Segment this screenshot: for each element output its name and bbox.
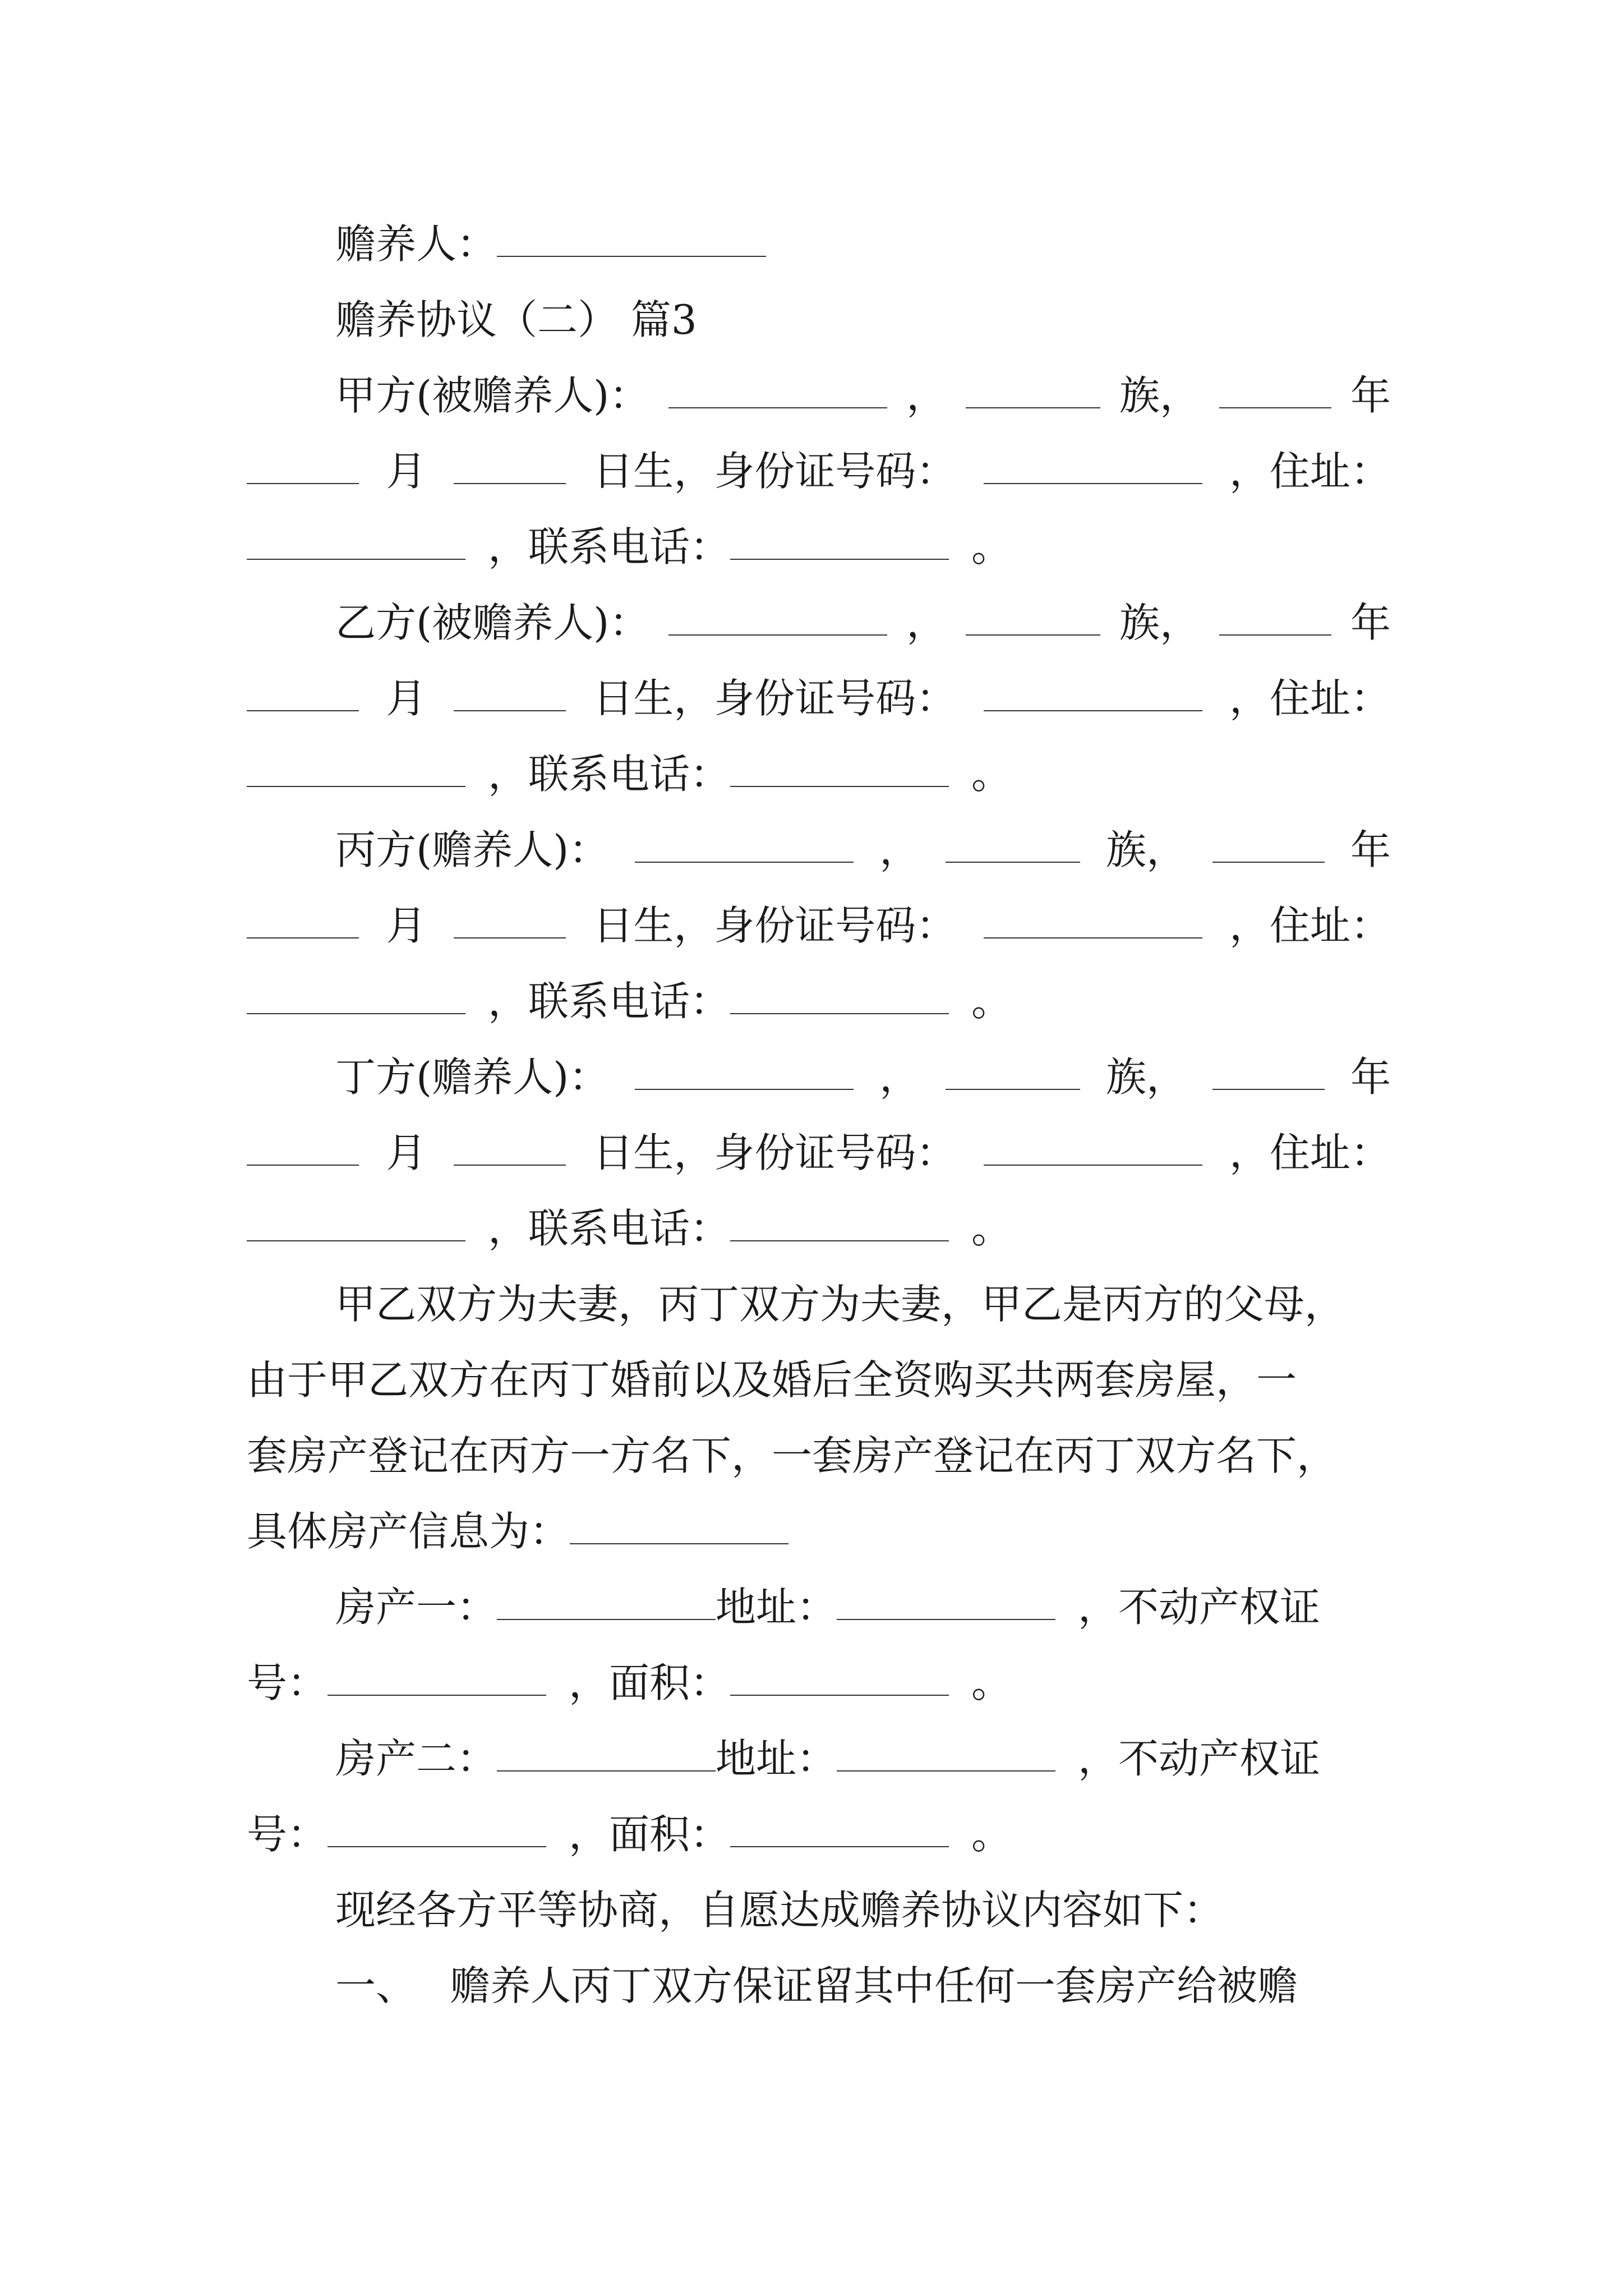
property-info-blank [570, 1543, 789, 1544]
party-c-line-2 [247, 892, 1391, 959]
year-label: 年 [1350, 372, 1391, 419]
party-b-label: 乙方(被赡养人)： [335, 599, 650, 646]
phone-label: ，联系电话： [488, 1205, 731, 1252]
address-label: ，住址： [1229, 448, 1391, 495]
nation-label: 族， [1119, 372, 1201, 419]
day-blank [454, 1165, 566, 1166]
house-cert-label-2: 号： [247, 1811, 328, 1858]
year-blank [1212, 1089, 1325, 1090]
house-area-blank [730, 1695, 949, 1696]
period: 。 [971, 523, 1012, 570]
party-a-line-2 [247, 438, 1391, 505]
paragraph-text: 套房产登记在丙方一方名下，一套房产登记在丙丁双方名下， [247, 1432, 1338, 1479]
house-1-label: 房产一： [335, 1584, 497, 1631]
month-label: 月 [386, 1129, 427, 1176]
paragraph-1-line-1 [247, 1271, 1391, 1338]
year-blank [1219, 407, 1331, 408]
party-b-line-3 [247, 740, 1391, 808]
signature-blank [497, 256, 766, 257]
id-blank [984, 1165, 1202, 1166]
phone-label: ，联系电话： [488, 978, 731, 1025]
month-blank [247, 483, 359, 484]
nation-label: 族， [1106, 1053, 1187, 1101]
year-label: 年 [1350, 1053, 1391, 1101]
house-1-line-2 [247, 1649, 1391, 1717]
party-c-label: 丙方(赡养人)： [335, 826, 610, 873]
name-blank [668, 634, 887, 636]
house-cert-blank [328, 1695, 546, 1696]
item-1 [247, 1952, 1391, 2019]
comma: ， [906, 372, 947, 419]
house-cert-label-2: 号： [247, 1659, 328, 1706]
phone-blank [730, 1013, 949, 1014]
party-d-line-2 [247, 1119, 1391, 1186]
signature-label: 赡养人： [335, 220, 497, 268]
paragraph-text: 由于甲乙双方在丙丁婚前以及婚后全资购买共两套房屋，一 [247, 1356, 1297, 1404]
party-c-line-3 [247, 968, 1391, 1035]
id-blank [984, 710, 1202, 711]
house-1-blank [497, 1619, 716, 1620]
party-d-label: 丁方(赡养人)： [335, 1053, 610, 1101]
section-title [247, 286, 1391, 353]
period: 。 [971, 1811, 1012, 1858]
house-1-line-1 [247, 1573, 1391, 1641]
house-address-blank [837, 1619, 1055, 1620]
id-label: 日生，身份证号码： [593, 1129, 957, 1176]
paragraph-1-line-4 [247, 1498, 1391, 1565]
party-a-label: 甲方(被赡养人)： [335, 372, 650, 419]
day-blank [454, 937, 566, 938]
nation-blank [946, 1089, 1080, 1090]
id-label: 日生，身份证号码： [593, 902, 957, 949]
party-d-line-1 [247, 1043, 1391, 1111]
signature-line [247, 210, 1391, 278]
paragraph-1-line-2 [247, 1346, 1391, 1414]
paragraph-2 [247, 1876, 1391, 1944]
party-b-line-1 [247, 589, 1391, 656]
party-d-line-3 [247, 1195, 1391, 1262]
period: 。 [971, 751, 1012, 798]
phone-label: ，联系电话： [488, 523, 731, 570]
period: 。 [971, 1659, 1012, 1706]
nation-label: 族， [1106, 826, 1187, 873]
house-2-blank [497, 1770, 716, 1772]
paragraph-text: 具体房产信息为： [247, 1508, 570, 1555]
month-blank [247, 1165, 359, 1166]
comma: ， [906, 599, 947, 646]
comma: ， [879, 1053, 920, 1101]
day-blank [454, 483, 566, 484]
id-label: 日生，身份证号码： [593, 448, 957, 495]
year-label: 年 [1350, 826, 1391, 873]
id-blank [984, 937, 1202, 938]
month-blank [247, 937, 359, 938]
year-blank [1212, 862, 1325, 863]
month-label: 月 [386, 675, 427, 722]
paragraph-text: 甲乙双方为夫妻，丙丁双方为夫妻，甲乙是丙方的父母， [335, 1281, 1345, 1328]
party-b-line-2 [247, 665, 1391, 732]
address-label: ，住址： [1229, 675, 1391, 722]
house-2-label: 房产二： [335, 1735, 497, 1782]
day-blank [454, 710, 566, 711]
section-title-text: 赡养协议（二） 篇3 [335, 296, 697, 343]
id-label: 日生，身份证号码： [593, 675, 957, 722]
paragraph-text: 现经各方平等协商，自愿达成赡养协议内容如下： [335, 1887, 1224, 1934]
nation-blank [946, 862, 1080, 863]
month-label: 月 [386, 448, 427, 495]
party-c-line-1 [247, 816, 1391, 884]
period: 。 [971, 978, 1012, 1025]
house-cert-label: ，不动产权证 [1078, 1735, 1321, 1782]
address-blank [247, 559, 465, 560]
nation-label: 族， [1119, 599, 1201, 646]
house-2-line-1 [247, 1725, 1391, 1792]
phone-blank [730, 559, 949, 560]
period: 。 [971, 1205, 1012, 1252]
address-label: ，住址： [1229, 1129, 1391, 1176]
address-blank [247, 1013, 465, 1014]
nation-blank [966, 634, 1100, 636]
house-2-line-2 [247, 1801, 1391, 1868]
month-blank [247, 710, 359, 711]
item-text: 赡养人丙丁双方保证留其中任何一套房产给被赡 [450, 1962, 1298, 2009]
phone-blank [730, 1240, 949, 1241]
house-area-blank [730, 1846, 949, 1847]
month-label: 月 [386, 902, 427, 949]
party-a-line-1 [247, 362, 1391, 429]
house-address-label: 地址： [716, 1735, 837, 1782]
id-blank [984, 483, 1202, 484]
house-area-label: ，面积： [569, 1659, 731, 1706]
item-number: 一、 [335, 1962, 417, 2009]
party-a-line-3 [247, 513, 1391, 581]
house-address-label: 地址： [716, 1584, 837, 1631]
address-blank [247, 1240, 465, 1241]
house-area-label: ，面积： [569, 1811, 731, 1858]
name-blank [668, 407, 887, 408]
house-cert-blank [328, 1846, 546, 1847]
name-blank [635, 862, 854, 863]
phone-label: ，联系电话： [488, 751, 731, 798]
nation-blank [966, 407, 1100, 408]
address-label: ，住址： [1229, 902, 1391, 949]
year-label: 年 [1350, 599, 1391, 646]
comma: ， [879, 826, 920, 873]
name-blank [635, 1089, 854, 1090]
phone-blank [730, 786, 949, 787]
house-cert-label: ，不动产权证 [1078, 1584, 1321, 1631]
address-blank [247, 786, 465, 787]
paragraph-1-line-3 [247, 1422, 1391, 1489]
house-address-blank [837, 1770, 1055, 1772]
year-blank [1219, 634, 1331, 636]
